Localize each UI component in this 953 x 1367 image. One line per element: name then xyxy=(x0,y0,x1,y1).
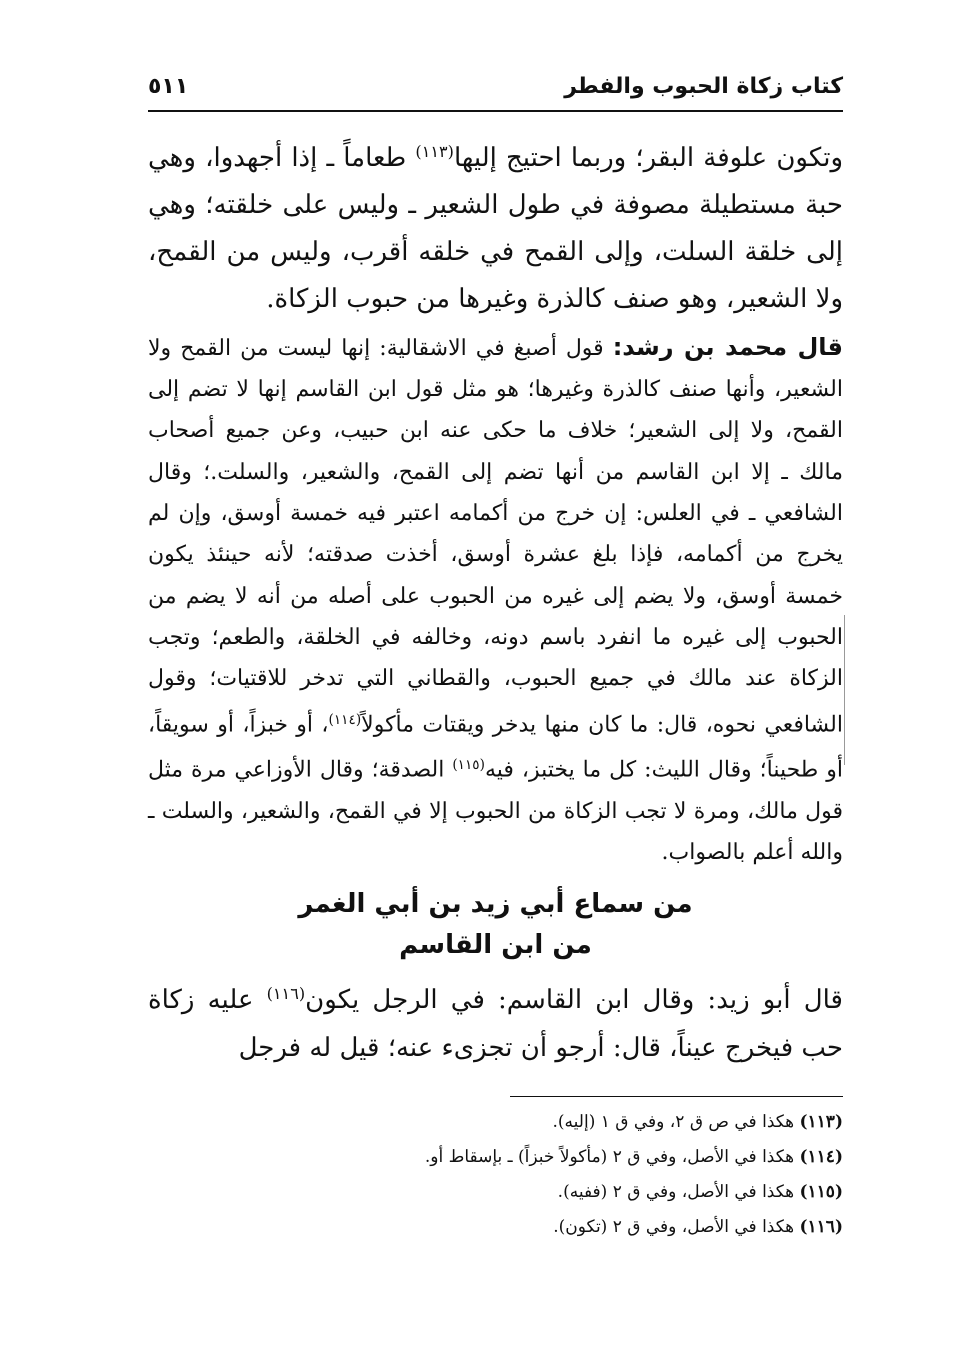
paragraph-2: قال محمد بن رشد: قول أصبغ في الاشقالية: إنها ليست من القمح ولا الشعير، وأنها صنف كالذرة وغيرها؛ هو مثل قول ابن القاسم إنها لا تضم إلى القمح، ولا إلى الشعير؛ خلاف ما حكى عنه ابن حبيب، وعن جميع أصحاب مالك ـ إلا ابن القاسم من أنها تضم إلى القمح، والشعير، والسلت.؛ وقال الشافعي ـ في العلس: إن خرج من أكمامه اعتبر فيه خمسة أوسق، وإن لم يخرج من أكمامه، فإذا بلغ عشرة أوسق، أخذت صدقته؛ لأنه حينئذ يكون خمسة أوسق، ولا يضم إلى غيره من الحبوب على أصله من أنه لا يضم من الحبوب إلى غيره ما انفرد باسم دونه، وخالفه في الخلقة، والطعم؛ وتجب الزكاة عند مالك في جميع الحبوب، والقطاني التي تدخر للاقتيات؛ وقول الشافعي نحوه، قال: ما كان منها يدخر ويقتات مأكولاً$^{(١١٤)}$، أو خبزاً، أو سويقاً، أو طحيناً؛ وقال الليث: كل ما يختبز، فيه$^{(١١٥)}$ الصدقة؛ وقال الأوزاعي مرة مثل قول مالك، ومرة لا تجب الزكاة من الحبوب إلا في القمح، والشعير، والسلت ـ والله أعلم بالصواب. xyxy=(148,332,843,866)
paragraph-1: وتكون علوفة البقر؛ وربما احتيج إليها$^{(١١٣)}$ طعاماً ـ إذا أجهدوا، وهي حبة مستطيلة مصوفة في طول الشعير ـ وليس على خلقته؛ وهي إلى خلقة السلت، وإلى القمح في خلقه أقرب، وليس من القمح، ولا الشعير، وهو صنف كالذرة وغيرها من حبوب الزكاة. xyxy=(148,142,843,314)
header-rule xyxy=(148,110,843,112)
footnote-ref-113: (١١٣) xyxy=(415,142,454,161)
section-heading-line-1: من سماع أبي زيد بن أبي الغمر xyxy=(298,888,693,919)
paragraph-3: قال أبو زيد: وقال ابن القاسم: في الرجل يكون$^{(١١٦)}$ عليه زكاة حب فيخرج عيناً، قال: أرجو أن تجزىء عنه؛ قيل له فرجل xyxy=(148,983,843,1063)
footnote-item: (١١٦) هكذا في الأصل، وفي ق ٢ (تكون). xyxy=(553,1217,843,1237)
footnote-item: (١١٣) هكذا في ص ق ٢، وفي ق ١ (إليه). xyxy=(552,1112,843,1132)
footnotes xyxy=(148,1105,843,1245)
main-text xyxy=(148,128,843,1072)
footnote-ref-114: (١١٤) xyxy=(328,711,362,728)
footnote-item: (١١٤) هكذا في الأصل، وفي ق ٢ (مأكولاً خبزاً) ـ بإسقاط أو. xyxy=(424,1147,843,1167)
page-number: ٥١١ xyxy=(148,74,189,99)
footnote-ref-115: (١١٥) xyxy=(452,757,485,774)
chapter-title: كتاب زكاة الحبوب والفطر xyxy=(564,74,843,99)
running-header xyxy=(148,74,843,108)
footnote-ref-116: (١١٦) xyxy=(266,983,306,1003)
speaker-label: قال محمد بن رشد: xyxy=(612,332,843,361)
footnote-rule xyxy=(510,1096,843,1097)
section-heading-line-2: من ابن القاسم xyxy=(399,929,592,960)
margin-line xyxy=(844,615,845,765)
footnote-item: (١١٥) هكذا في الأصل، وفي ق ٢ (ففيه). xyxy=(557,1182,843,1202)
